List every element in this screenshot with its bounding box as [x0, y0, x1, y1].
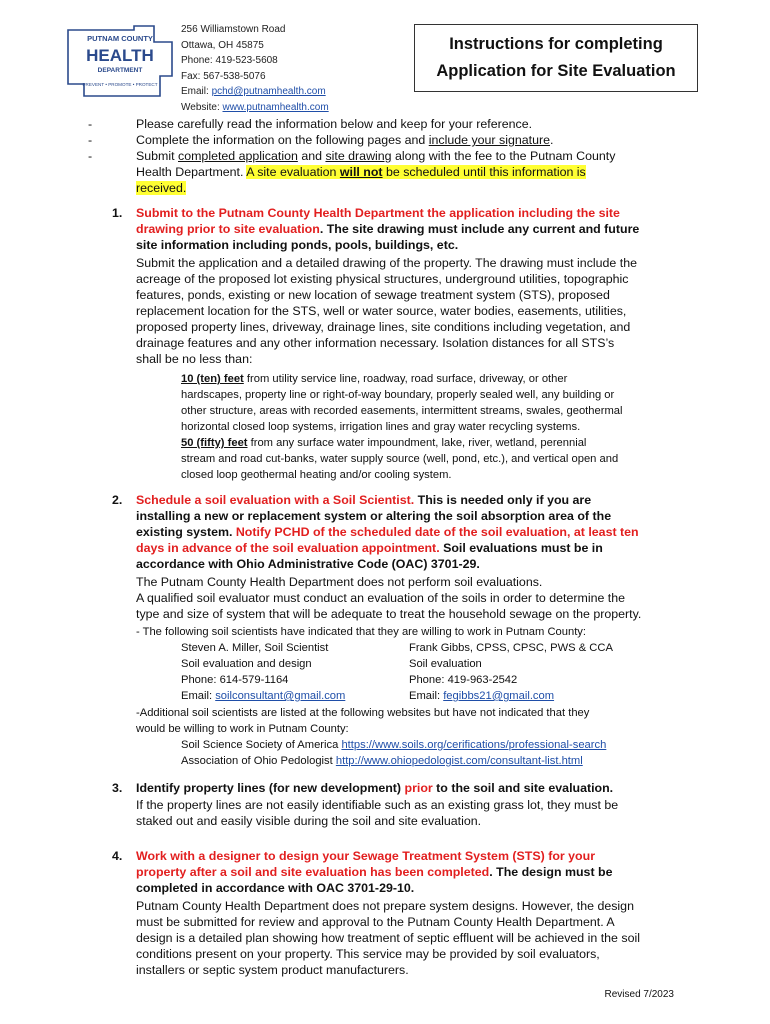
website-1-link[interactable]: https://www.soils.org/cerifications/professional-search — [341, 739, 607, 751]
page-title-line1: Instructions for completing — [449, 35, 663, 53]
scientist-2-desc: Soil evaluation — [409, 658, 482, 670]
scientist-2-phone: Phone: 419-963-2542 — [409, 674, 518, 686]
scientist-2-email-link[interactable]: fegibbs21@gmail.com — [443, 690, 555, 702]
intro-bullet-3-cont: Health Department. A site evaluation will not be scheduled until this information is — [136, 165, 586, 179]
intro-bullet-3-cont2: received. — [136, 181, 187, 195]
section-1-number: 1. — [112, 206, 123, 220]
scientist-1-phone: Phone: 614-579-1164 — [181, 674, 289, 686]
section-2-text: A qualified soil evaluator must conduct an evaluation of the soils in order to determine the — [136, 591, 626, 605]
section-3-text: If the property lines are not easily identifiable such as an existing grass lot, they must be — [136, 798, 619, 812]
logo-line1: PUTNAM COUNTY — [87, 34, 153, 43]
scientist-1-desc: Soil evaluation and design — [181, 658, 312, 670]
logo-line2: HEALTH — [86, 46, 154, 65]
section-4-heading-3: completed in accordance with OAC 3701-29-10. — [136, 881, 415, 895]
section-2-text: type and size of system that will be adequate to treat the household sewage on the property. — [136, 607, 642, 621]
scientist-1-email-link[interactable]: soilconsultant@gmail.com — [215, 690, 346, 702]
phone-line: Phone: 419-523-5608 — [181, 55, 278, 66]
email-line: Email: pchd@putnamhealth.com — [181, 86, 326, 97]
scientist-2-name: Frank Gibbs, CPSS, CPSC, PWS & CCA — [409, 642, 613, 654]
section-3-number: 3. — [112, 781, 123, 795]
logo-tagline: PREVENT • PROMOTE • PROTECT — [82, 82, 158, 87]
section-4-text: Putnam County Health Department does not prepare system designs. However, the design — [136, 899, 634, 913]
isolation-10ft-text: horizontal closed loop systems, irrigation lines and gray water recycling systems. — [181, 421, 581, 433]
bullet-dash: - — [88, 117, 93, 131]
section-2-text: -Additional soil scientists are listed at the following websites but have not indicated that they — [136, 707, 590, 719]
website-line: Website: www.putnamhealth.com — [181, 101, 329, 113]
section-2-heading-5: accordance with Ohio Administrative Code (OAC) 3701-29. — [136, 557, 480, 571]
intro-bullet-1: Please carefully read the information below and keep for your reference. — [136, 117, 533, 131]
intro-bullet-2: Complete the information on the following pages and include your signature. — [136, 133, 554, 147]
section-4-text: installers or septic system product manufacturers. — [136, 963, 409, 977]
section-1-heading-2: drawing prior to site evaluation. The site drawing must include any current and future — [136, 222, 640, 236]
section-1-text: drainage features and any other information necessary. Isolation distances for all STS’s — [136, 336, 615, 350]
section-1-text: Submit the application and a detailed drawing of the property. The drawing must include the — [136, 256, 637, 270]
section-4-number: 4. — [112, 849, 123, 863]
section-1-heading: Submit to the Putnam County Health Department the application including the site — [136, 206, 620, 220]
section-1-text: shall be no less than: — [136, 352, 253, 366]
bullet-dash: - — [88, 149, 93, 163]
website-1: Soil Science Society of America https://www.soils.org/cerifications/professional-search — [181, 739, 607, 751]
section-2-heading-3: existing system. Notify PCHD of the scheduled date of the soil evaluation, at least ten — [136, 525, 639, 539]
isolation-50ft-text: closed loop geothermal heating and/or cooling system. — [181, 469, 452, 481]
section-1-heading-3: site information including ponds, pools, buildings, etc. — [136, 238, 459, 252]
address-line: 256 Williamstown Road — [181, 24, 286, 35]
section-4-heading-2: property after a soil and site evaluation has been completed. The design must be — [136, 865, 613, 879]
section-2-number: 2. — [112, 493, 123, 507]
scientist-1-email: Email: soilconsultant@gmail.com — [181, 690, 346, 702]
section-2-text: would be willing to work in Putnam County: — [136, 723, 349, 735]
isolation-50ft-text: stream and road cut-banks, water supply source (well, pond, etc.), and vertical open and — [181, 453, 619, 465]
city-line: Ottawa, OH 45875 — [181, 39, 264, 51]
section-1-text: proposed property lines, driveway, drainage lines, site conditions including vegetation, and — [136, 320, 631, 334]
isolation-10ft-text: hardscapes, property line or right-of-way boundary, properly sealed well, any building or — [181, 389, 615, 401]
intro-bullet-3: Submit completed application and site drawing along with the fee to the Putnam County — [136, 149, 616, 163]
logo-line3: DEPARTMENT — [97, 67, 143, 74]
section-2-text: - The following soil scientists have indicated that they are willing to work in Putnam County: — [136, 626, 587, 638]
isolation-10ft: 10 (ten) feet from utility service line, roadway, road surface, driveway, or other — [181, 373, 568, 385]
scientist-2-email: Email: fegibbs21@gmail.com — [409, 690, 555, 702]
isolation-50ft: 50 (fifty) feet from any surface water impoundment, lake, river, wetland, perennial — [181, 437, 587, 449]
section-2-text: The Putnam County Health Department does not perform soil evaluations. — [136, 575, 543, 589]
section-2-heading-4: days in advance of the soil evaluation appointment. Soil evaluations must be in — [136, 541, 603, 555]
page-title-line2: Application for Site Evaluation — [436, 62, 676, 80]
section-1-text: replacement location for the STS, well or water source, water bodies, easements, utilities, — [136, 304, 627, 318]
website-2-link[interactable]: http://www.ohiopedologist.com/consultant-list.html — [335, 755, 583, 767]
section-1-text: acreage of the proposed lot existing physical structures, underground utilities, topographic — [136, 272, 629, 286]
website-link[interactable]: www.putnamhealth.com — [222, 101, 329, 113]
section-4-text: must be submitted for review and approval to the Putnam County Health Department. A — [136, 915, 615, 929]
section-2-heading-2: installing a new or replacement system or altering the soil absorption area of the — [136, 509, 612, 523]
section-4-heading: Work with a designer to design your Sewage Treatment System (STS) for your — [136, 849, 596, 863]
email-link[interactable]: pchd@putnamhealth.com — [211, 86, 326, 97]
section-3-text: staked out and easily visible during the soil and site evaluation. — [136, 814, 482, 828]
scientist-1-name: Steven A. Miller, Soil Scientist — [181, 642, 329, 654]
section-3-heading: Identify property lines (for new development) prior to the soil and site evaluation. — [136, 781, 614, 795]
section-4-text: conditions present on your property. This service may be provided by soil evaluators, — [136, 947, 600, 961]
website-2: Association of Ohio Pedologist http://www.ohiopedologist.com/consultant-list.html — [181, 755, 583, 767]
bullet-dash: - — [88, 133, 93, 147]
section-1-text: features, ponds, existing or new location of sewage treatment system (STS), proposed — [136, 288, 610, 302]
revision-date: Revised 7/2023 — [604, 989, 674, 1000]
section-2-heading: Schedule a soil evaluation with a Soil Scientist. This is needed only if you are — [136, 493, 592, 507]
fax-line: Fax: 567-538-5076 — [181, 70, 266, 82]
isolation-10ft-text: other structure, areas with recorded easements, intermittent streams, swales, geothermal — [181, 405, 623, 417]
section-4-text: design is a detailed plan showing how treatment of septic effluent will be achieved in the soil — [136, 931, 640, 945]
